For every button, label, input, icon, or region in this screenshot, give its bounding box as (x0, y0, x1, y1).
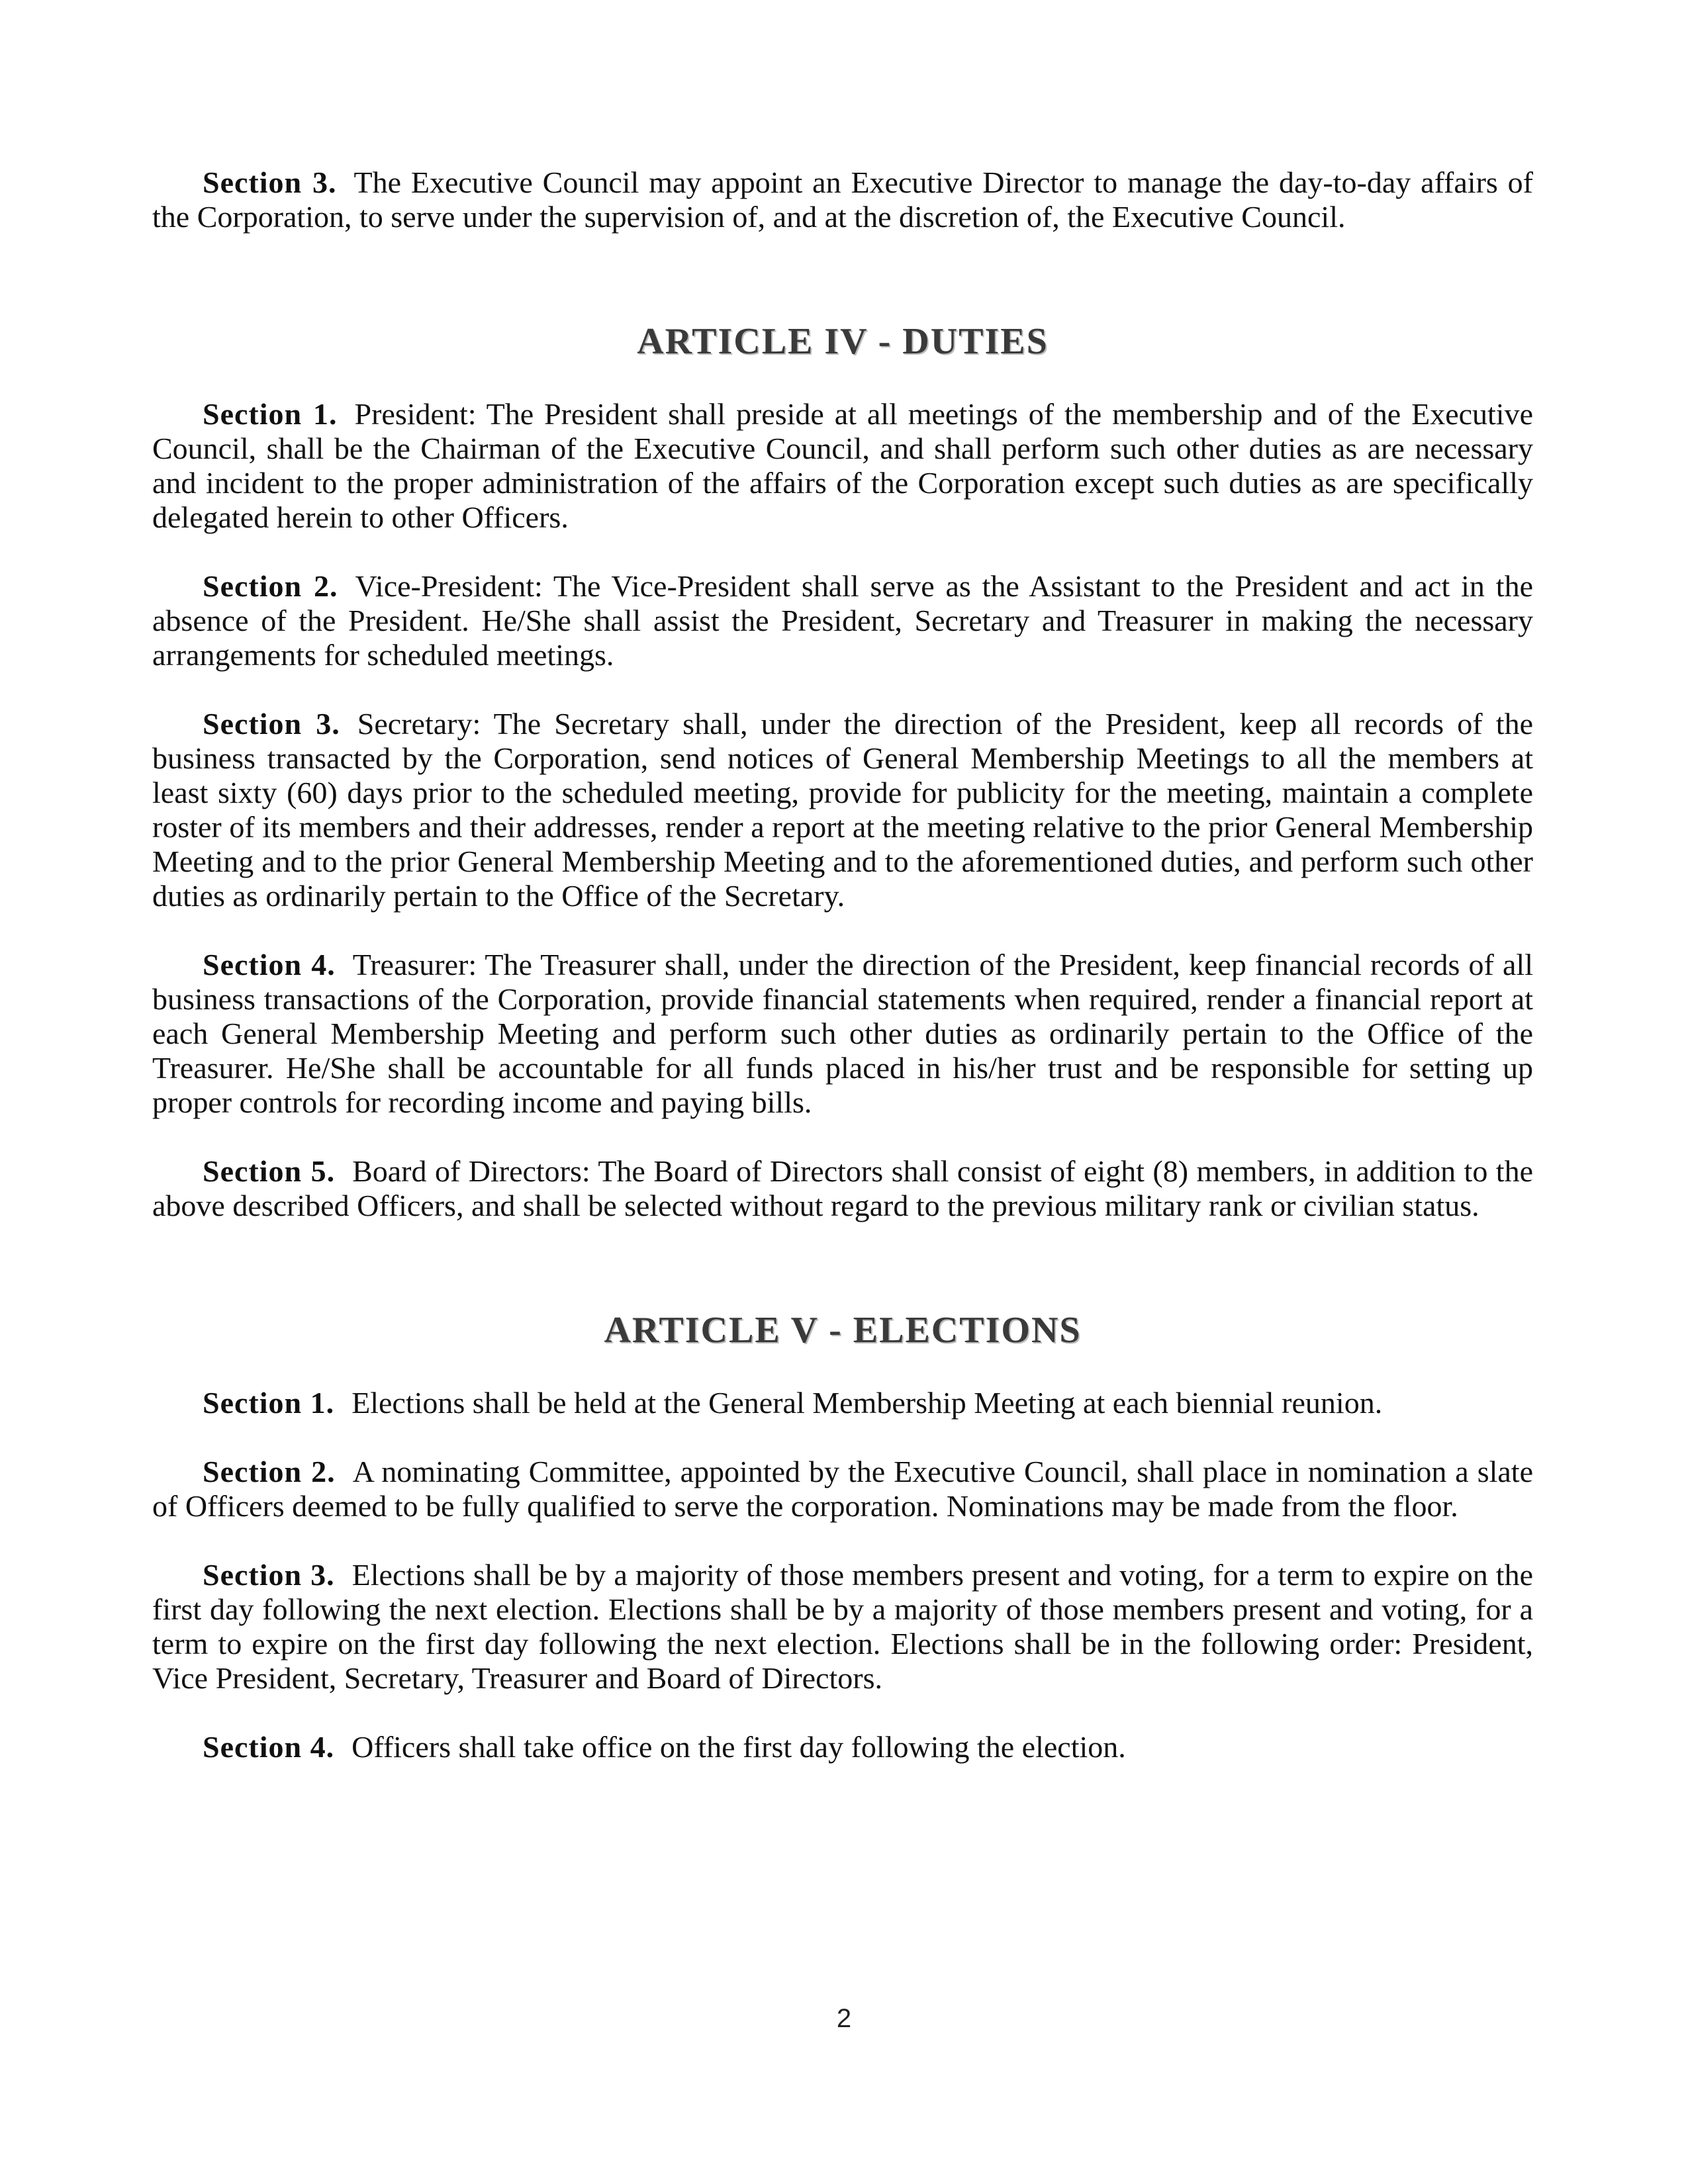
section-label: Section 2. (203, 1455, 336, 1488)
article3-section3 (152, 165, 1533, 234)
article5-section3 (152, 1558, 1533, 1696)
section-label: Section 3. (203, 1558, 335, 1592)
article5-heading: ARTICLE V - ELECTIONS (604, 1310, 1082, 1351)
article4-section5 (152, 1154, 1533, 1223)
article4-section1 (152, 397, 1533, 535)
section-label: Section 4. (203, 948, 336, 981)
section-label: Section 3. (203, 165, 337, 199)
article5-section1 (152, 1386, 1533, 1420)
document-page (152, 165, 1533, 1764)
section-text: Vice-President: The Vice-President shall serve as the Assistant to the President and act in the absence of the President. He/She shall assist the President, Secretary and Treasurer in making the necessary arrangements for scheduled meetings. (152, 569, 1533, 672)
article5-section2 (152, 1455, 1533, 1524)
section-text: Officers shall take office on the first day following the election. (352, 1730, 1126, 1764)
article4-heading: ARTICLE IV - DUTIES (637, 321, 1049, 362)
section-label: Section 5. (203, 1154, 336, 1188)
section-text: Elections shall be by a majority of those members present and voting, for a term to expire on the first day following the next election. Elections shall be by a majority of those members present and voting, for a term to expire on the first day following the next election. Elections shall be in the following order: President, Vice President, Secretary, Treasurer and Board of Directors. (152, 1558, 1533, 1695)
section-label: Section 2. (203, 569, 338, 603)
page-number: 2 (836, 2004, 852, 2033)
section-label: Section 1. (203, 397, 338, 431)
section-label: Section 4. (203, 1730, 335, 1764)
section-label: Section 3. (203, 707, 340, 741)
section-text: A nominating Committee, appointed by the Executive Council, shall place in nomination a slate of Officers deemed to be fully qualified to serve the corporation. Nominations may be made from the floor. (152, 1455, 1533, 1523)
section-text: Treasurer: The Treasurer shall, under the direction of the President, keep financial records of all business transactions of the Corporation, provide financial statements when required, render a financial report at each General Membership Meeting and perform such other duties as ordinarily pertain to the Office of the Treasurer. He/She shall be accountable for all funds placed in his/her trust and be responsible for setting up proper controls for recording income and paying bills. (152, 948, 1533, 1119)
section-label: Section 1. (203, 1386, 335, 1420)
section-text: Board of Directors: The Board of Directors shall consist of eight (8) members, in addition to the above described Officers, and shall be selected without regard to the previous military rank or civilian status. (152, 1154, 1533, 1222)
article4-section4 (152, 948, 1533, 1120)
article4-section3 (152, 707, 1533, 913)
article5-section4 (152, 1730, 1533, 1764)
section-text: Elections shall be held at the General Membership Meeting at each biennial reunion. (352, 1386, 1383, 1420)
section-text: President: The President shall preside at all meetings of the membership and of the Executive Council, shall be the Chairman of the Executive Council, and shall perform such other duties as are necessary and incident to the proper administration of the affairs of the Corporation except such duties as are specifically delegated herein to other Officers. (152, 397, 1533, 534)
article4-section2 (152, 569, 1533, 672)
section-text: The Executive Council may appoint an Executive Director to manage the day-to-day affairs of the Corporation, to serve under the supervision of, and at the discretion of, the Executive Council. (152, 165, 1533, 234)
section-text: Secretary: The Secretary shall, under the direction of the President, keep all records of the business transacted by the Corporation, send notices of General Membership Meetings to all the members at least sixty (60) days prior to the scheduled meeting, provide for publicity for the meeting, maintain a complete roster of its members and their addresses, render a report at the meeting relative to the prior General Membership Meeting and to the prior General Membership Meeting and to the aforementioned duties, and perform such other duties as ordinarily pertain to the Office of the Secretary. (152, 707, 1533, 913)
